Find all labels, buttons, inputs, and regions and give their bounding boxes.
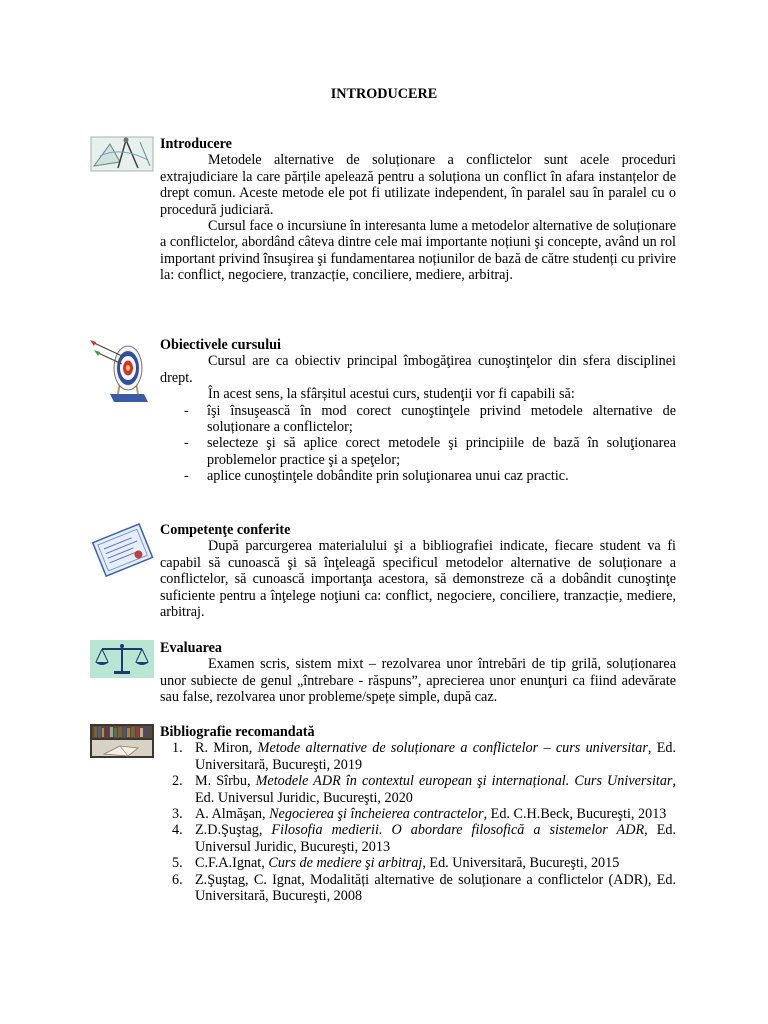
section-evaluarea bbox=[160, 640, 676, 706]
paragraph: Cursul are ca obiectiv principal îmbogăţirea cunoştinţelor din sfera disciplinei drept. bbox=[160, 353, 676, 386]
objectives-list bbox=[160, 403, 676, 485]
certificate-icon bbox=[90, 522, 156, 580]
bibliography-item bbox=[160, 740, 676, 773]
item-title: Curs de mediere şi arbitraj bbox=[268, 855, 423, 872]
item-publisher: , Ed. Universul Juridic, Bucureşti, 2013 bbox=[195, 822, 676, 855]
bookshelf-icon bbox=[90, 724, 154, 758]
section-bibliografie bbox=[160, 724, 676, 904]
item-author: A. Almăşan, bbox=[195, 806, 270, 823]
target-icon bbox=[88, 336, 152, 404]
section-heading: Introducere bbox=[160, 136, 232, 152]
list-item: - aplice cunoştinţele dobândite prin soluţionarea unui caz practic. bbox=[160, 468, 676, 484]
item-title: Metode alternative de soluționare a conflictelor – curs universitar bbox=[257, 740, 648, 757]
item-author: R. Miron, bbox=[195, 740, 258, 757]
paragraph: Examen scris, sistem mixt – rezolvarea unor întrebări de tip grilă, soluționarea unor subiecte de genul „întrebare - răspuns”, aprecierea unor enunţuri ca fiind adevărate sau false, rezolvarea unor probleme/spețe simple, după caz. bbox=[160, 656, 676, 706]
section-heading: Obiectivele cursului bbox=[160, 337, 281, 353]
item-publisher: , Ed. Universitară, Bucureşti, 2015 bbox=[422, 855, 620, 872]
paragraph: După parcurgerea materialului şi a bibliografiei indicate, fiecare student va fi capabil să cunoască şi să înţeleagă specificul metodelor alternative de soluționare a conflictelor, să cunoască importanţa acestora, să demonstreze că a dobândit cunoştinţe suficiente pentru a înţelege noţiuni ca: conflict, negociere, conciliere, tranzacție, mediere, arbitraj. bbox=[160, 538, 676, 621]
item-number: 4. bbox=[172, 822, 183, 839]
bibliography-item bbox=[160, 855, 676, 871]
paragraph: Cursul face o incursiune în interesanta lume a metodelor alternative de soluționare a conflictelor, abordând câteva dintre cele mai importante noțiuni şi concepte, având un rol important privind însuşirea şi fundamentarea noțiunilor de bază de către studenți cu privire la: conflict, negociere, tranzacție, conciliere, mediere, arbitraj. bbox=[160, 218, 676, 284]
section-heading: Bibliografie recomandată bbox=[160, 724, 315, 740]
item-author: C.F.A.Ignat, bbox=[195, 855, 269, 872]
page-title: INTRODUCERE bbox=[330, 86, 438, 102]
section-competente bbox=[160, 522, 676, 620]
bibliography-list bbox=[160, 740, 676, 904]
item-author: M. Sîrbu, bbox=[195, 773, 256, 790]
item-number: 1. bbox=[172, 740, 183, 757]
item-number: 5. bbox=[172, 855, 183, 872]
section-introducere bbox=[160, 136, 676, 284]
item-publisher: , Ed. Universitară, Bucureşti, 2019 bbox=[195, 740, 676, 773]
item-publisher: , Ed. C.H.Beck, Bucureşti, 2013 bbox=[483, 806, 667, 823]
item-number: 6. bbox=[172, 871, 183, 888]
paragraph: Metodele alternative de soluționare a conflictelor sunt acele proceduri extrajudiciare la care părțile apelează pentru a soluționa un conflict în afara instanțelor de drept comun. Aceste metode ele pot fi utilizate independent, în paralel sau în paralel cu o procedură judiciară. bbox=[160, 152, 676, 218]
compass-drawing-icon bbox=[90, 136, 154, 172]
item-title: Filosofia medierii. O abordare filosofică a sistemelor ADR bbox=[271, 822, 645, 839]
list-item: - îşi însuşească în mod corect cunoştinţele privind metodele alternative de soluționare a conflictelor; bbox=[160, 403, 676, 436]
bibliography-item bbox=[160, 806, 676, 822]
bibliography-item bbox=[160, 822, 676, 855]
scales-of-justice-icon bbox=[90, 640, 154, 678]
bibliography-item bbox=[160, 773, 676, 806]
section-obiective bbox=[160, 337, 676, 485]
item-number: 2. bbox=[172, 773, 183, 790]
section-heading: Evaluarea bbox=[160, 640, 223, 656]
item-title: Negocierea şi încheierea contractelor bbox=[269, 806, 484, 823]
item-publisher: , Ed. Universul Juridic, Bucureşti, 2020 bbox=[195, 773, 676, 806]
list-item: - selecteze şi să aplice corect metodele şi principiile de bază în soluţionarea problemelor practice şi a speţelor; bbox=[160, 435, 676, 468]
item-number: 3. bbox=[172, 806, 183, 823]
bibliography-item bbox=[160, 872, 676, 905]
item-author: Z.Şuştag, C. Ignat, Modalități alternative de soluționare a conflictelor (ADR), Ed. Universitară, Bucureşti, 2008 bbox=[195, 871, 676, 905]
item-author: Z.D.Şuştag, bbox=[195, 822, 272, 839]
item-title: Metodele ADR în contextul european şi internațional. Curs Universitar bbox=[255, 773, 673, 790]
paragraph: În acest sens, la sfârșitul acestui curs, studenţii vor fi capabili să: bbox=[208, 386, 575, 403]
section-heading: Competenţe conferite bbox=[160, 522, 291, 538]
